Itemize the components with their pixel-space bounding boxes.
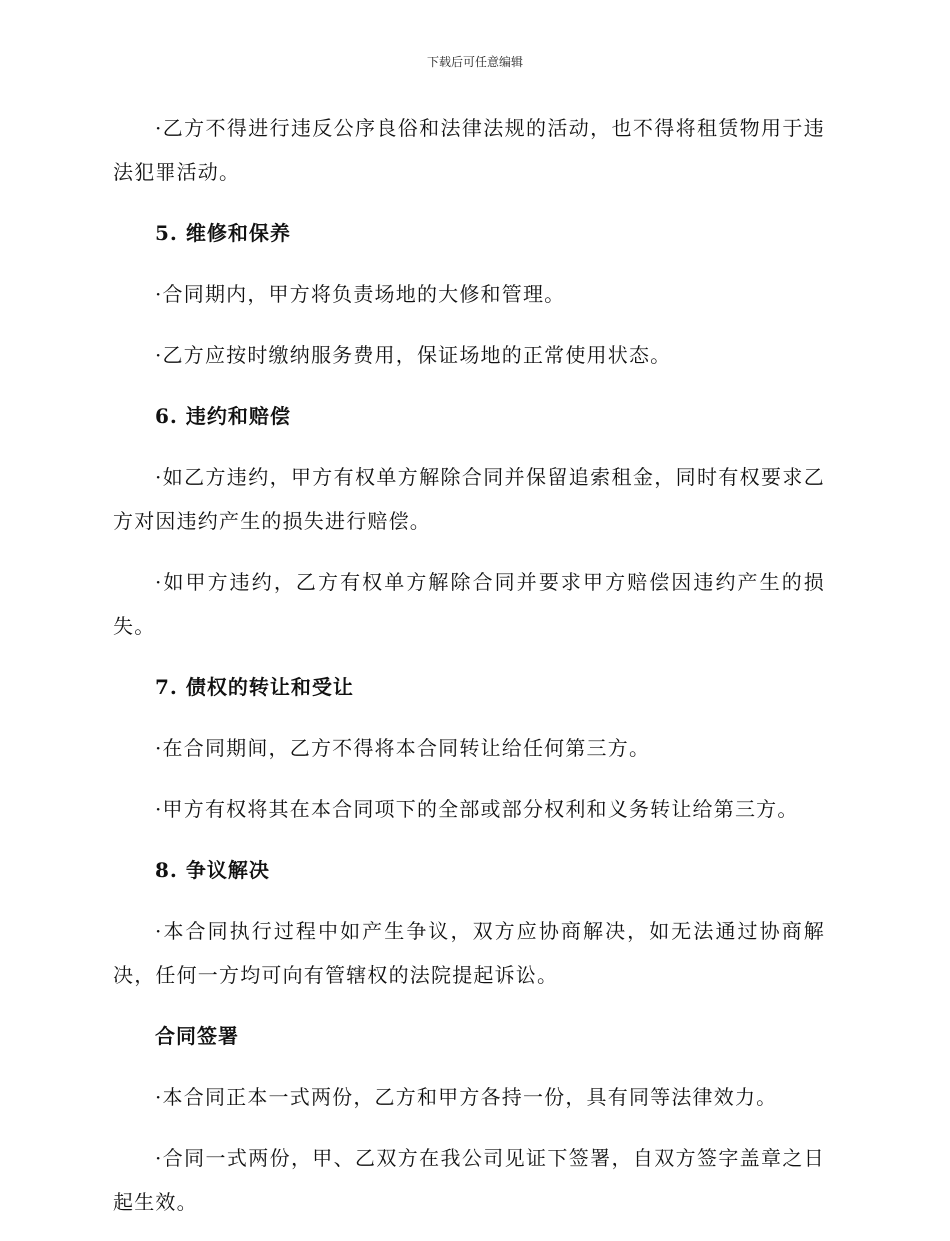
paragraph-no-illegal-use: ·乙方不得进行违反公序良俗和法律法规的活动，也不得将租赁物用于违法犯罪活动。 bbox=[113, 116, 825, 184]
page-header: 下载后可任意编辑 bbox=[426, 55, 523, 69]
paragraph-no-transfer: ·在合同期间，乙方不得将本合同转让给任何第三方。 bbox=[155, 736, 651, 760]
heading-breach-compensation: 6. 违约和赔偿 bbox=[155, 404, 291, 428]
paragraph-effective-date: ·合同一式两份，甲、乙双方在我公司见证下签署，自双方签字盖章之日起生效。 bbox=[113, 1146, 825, 1214]
heading-dispute-resolution: 8. 争议解决 bbox=[155, 858, 270, 882]
heading-maintenance: 5. 维修和保养 bbox=[155, 221, 291, 245]
paragraph-copies: ·本合同正本一式两份，乙方和甲方各持一份，具有同等法律效力。 bbox=[155, 1085, 778, 1109]
document-body bbox=[113, 106, 825, 1241]
heading-assignment: 7. 债权的转让和受让 bbox=[155, 675, 354, 699]
heading-contract-signing: 合同签署 bbox=[155, 1024, 239, 1048]
paragraph-dispute: ·本合同执行过程中如产生争议，双方应协商解决，如无法通过协商解决，任何一方均可向有管辖权的法院提起诉讼。 bbox=[113, 919, 825, 987]
paragraph-tenant-breach: ·如乙方违约，甲方有权单方解除合同并保留追索租金，同时有权要求乙方对因违约产生的损失进行赔偿。 bbox=[113, 465, 825, 533]
paragraph-landlord-breach: ·如甲方违约，乙方有权单方解除合同并要求甲方赔偿因违约产生的损失。 bbox=[113, 570, 825, 638]
paragraph-landlord-transfer: ·甲方有权将其在本合同项下的全部或部分权利和义务转让给第三方。 bbox=[155, 797, 799, 821]
paragraph-service-fees: ·乙方应按时缴纳服务费用，保证场地的正常使用状态。 bbox=[155, 343, 672, 367]
paragraph-major-repairs: ·合同期内，甲方将负责场地的大修和管理。 bbox=[155, 282, 566, 306]
